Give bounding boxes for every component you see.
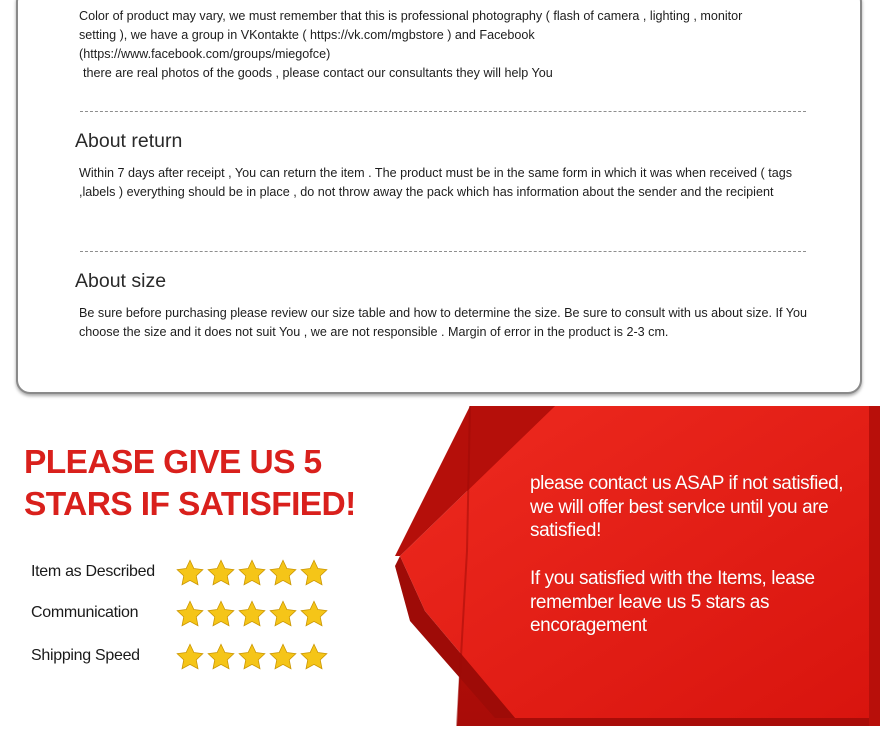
star-rating: [175, 642, 330, 672]
star-icon: [175, 599, 205, 629]
star-icon: [175, 558, 205, 588]
star-icon: [237, 599, 267, 629]
star-icon: [299, 599, 329, 629]
star-icon: [268, 558, 298, 588]
feedback-banner: [0, 406, 880, 744]
size-heading: About size: [75, 270, 167, 292]
star-icon: [299, 642, 329, 672]
star-rating: [175, 558, 330, 588]
dashed-divider: [80, 251, 806, 252]
color-note-line-3: (https://www.facebook.com/groups/miegofce): [79, 47, 331, 61]
rating-label: Item as Described: [31, 563, 155, 580]
leave-stars-message: If you satisfied with the Items, lease remember leave us 5 stars as encoragement: [530, 568, 815, 636]
color-note-line-2: setting ), we have a group in VKontakte ( https://vk.com/mgbstore ) and Facebook: [79, 28, 535, 42]
headline-line-1: PLEASE GIVE US 5: [24, 444, 322, 481]
contact-message: please contact us ASAP if not satisfied, we will offer best servlce until you are satisfied!: [530, 473, 844, 541]
star-icon: [206, 642, 236, 672]
star-rating: [175, 599, 330, 629]
star-icon: [175, 642, 205, 672]
star-icon: [268, 642, 298, 672]
return-text: Within 7 days after receipt , You can return the item . The product must be in the same form in which it was when received ( tags ,labels ) everything should be in place , do not throw away the pack which has information about the sender and the recipient: [79, 166, 793, 199]
color-note-line-4: there are real photos of the goods , please contact our consultants they will help You: [83, 66, 553, 80]
rating-label: Communication: [31, 604, 139, 621]
headline-line-2: STARS IF SATISFIED!: [24, 486, 356, 523]
star-icon: [299, 558, 329, 588]
dashed-divider: [80, 111, 806, 112]
size-text: Be sure before purchasing please review our size table and how to determine the size. Be sure to consult with us about size. If You choose the size and it does not suit You , we are not responsible . Margin of error in the product is 2-3 cm.: [79, 306, 808, 339]
star-icon: [268, 599, 298, 629]
star-icon: [237, 558, 267, 588]
color-note-line-1: Color of product may vary, we must remember that this is professional photography ( flash of camera , lighting , monitor: [79, 9, 743, 23]
color-note: [79, 7, 809, 83]
star-icon: [237, 642, 267, 672]
five-stars-headline: [24, 442, 356, 526]
info-card: [16, 0, 862, 394]
red-gift-box-illustration: [395, 406, 880, 726]
return-heading: About return: [75, 130, 183, 152]
star-icon: [206, 558, 236, 588]
star-icon: [206, 599, 236, 629]
rating-label: Shipping Speed: [31, 647, 140, 664]
